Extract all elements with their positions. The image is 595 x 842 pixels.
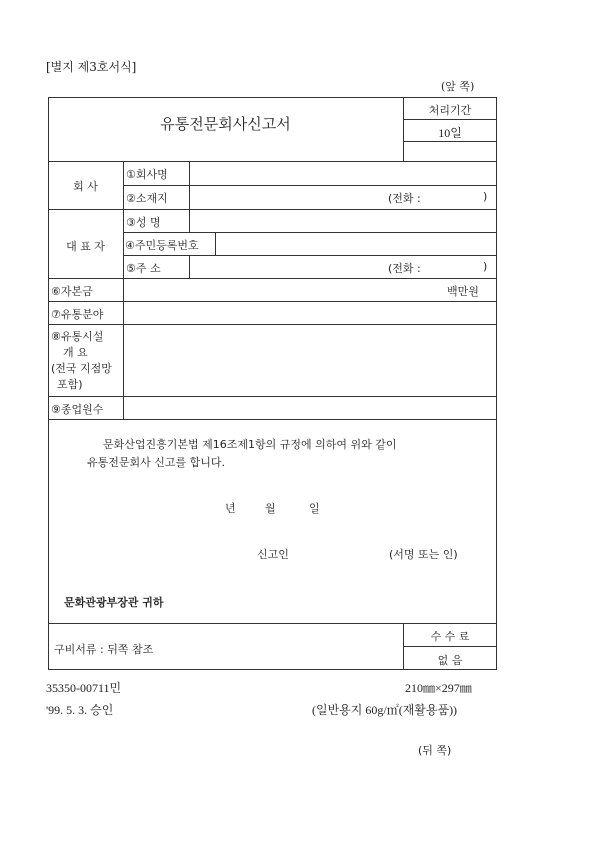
company-name-field[interactable] xyxy=(190,162,496,185)
back-side-label: (뒤 쪽) xyxy=(418,744,452,757)
facility-label-line3: (전국 지점망 xyxy=(51,362,112,375)
employees-field[interactable] xyxy=(124,397,496,419)
date-day-label: 일 xyxy=(309,502,320,515)
signer-label: 신고인 xyxy=(257,548,289,561)
representative-phone-close: ) xyxy=(483,260,488,273)
form-number-label: [별지 제3호서식] xyxy=(46,60,137,74)
front-side-label: (앞 쪽) xyxy=(441,80,475,93)
facility-label-line2: 개 요 xyxy=(63,346,88,359)
processing-period-label: 처리기간 xyxy=(428,104,472,117)
paper-size: 210㎜×297㎜ xyxy=(405,681,472,695)
capital-field[interactable] xyxy=(124,279,496,301)
representative-address-field[interactable] xyxy=(190,256,496,278)
company-location-label: ②소재지 xyxy=(126,192,168,205)
date-month-label: 월 xyxy=(265,502,276,515)
representative-id-field[interactable] xyxy=(216,233,496,255)
signer-sign-label: (서명 또는 인) xyxy=(389,548,458,561)
recipient-label: 문화관광부장관 귀하 xyxy=(64,596,164,609)
company-name-label: ①회사명 xyxy=(126,168,168,181)
approval-date: '99. 5. 3. 승인 xyxy=(46,703,114,717)
fee-value: 없 음 xyxy=(437,654,463,667)
paper-spec: (일반용지 60g/㎡(재활용품)) xyxy=(312,703,458,717)
declaration-line2: 유통전문회사 신고를 합니다. xyxy=(87,456,226,469)
date-year-label: 년 xyxy=(225,502,236,515)
form-code: 35350-00711민 xyxy=(46,681,122,695)
representative-group-label: 대 표 자 xyxy=(66,240,105,253)
declaration-line1: 문화산업진흥기본법 제16조제1항의 규정에 의하여 위와 같이 xyxy=(103,438,397,451)
capital-label: ⑥자본금 xyxy=(51,285,93,298)
fee-label: 수 수 료 xyxy=(430,630,470,643)
representative-address-label: ⑤주 소 xyxy=(126,262,161,275)
facility-label-line1: ⑧유통시설 xyxy=(51,330,104,343)
facility-overview-field[interactable] xyxy=(124,325,496,396)
representative-phone-label: (전화 : xyxy=(388,262,421,275)
company-group-label: 회 사 xyxy=(73,180,98,193)
company-phone-close: ) xyxy=(483,190,488,203)
company-phone-label: (전화 : xyxy=(388,192,421,205)
distribution-field-label: ⑦유통분야 xyxy=(51,308,104,321)
form-title: 유통전문회사신고서 xyxy=(160,115,291,133)
representative-name-label: ③성 명 xyxy=(126,216,161,229)
capital-unit: 백만원 xyxy=(447,285,479,298)
representative-name-field[interactable] xyxy=(190,210,496,232)
facility-label-line4: 포함) xyxy=(57,378,83,391)
attachments-label: 구비서류 : 뒤쪽 참조 xyxy=(54,643,154,656)
representative-id-label: ④주민등록번호 xyxy=(125,239,199,252)
processing-period-value: 10일 xyxy=(438,126,462,140)
company-location-field[interactable] xyxy=(190,186,496,209)
employees-label: ⑨종업원수 xyxy=(51,403,104,416)
distribution-field-input[interactable] xyxy=(124,302,496,324)
